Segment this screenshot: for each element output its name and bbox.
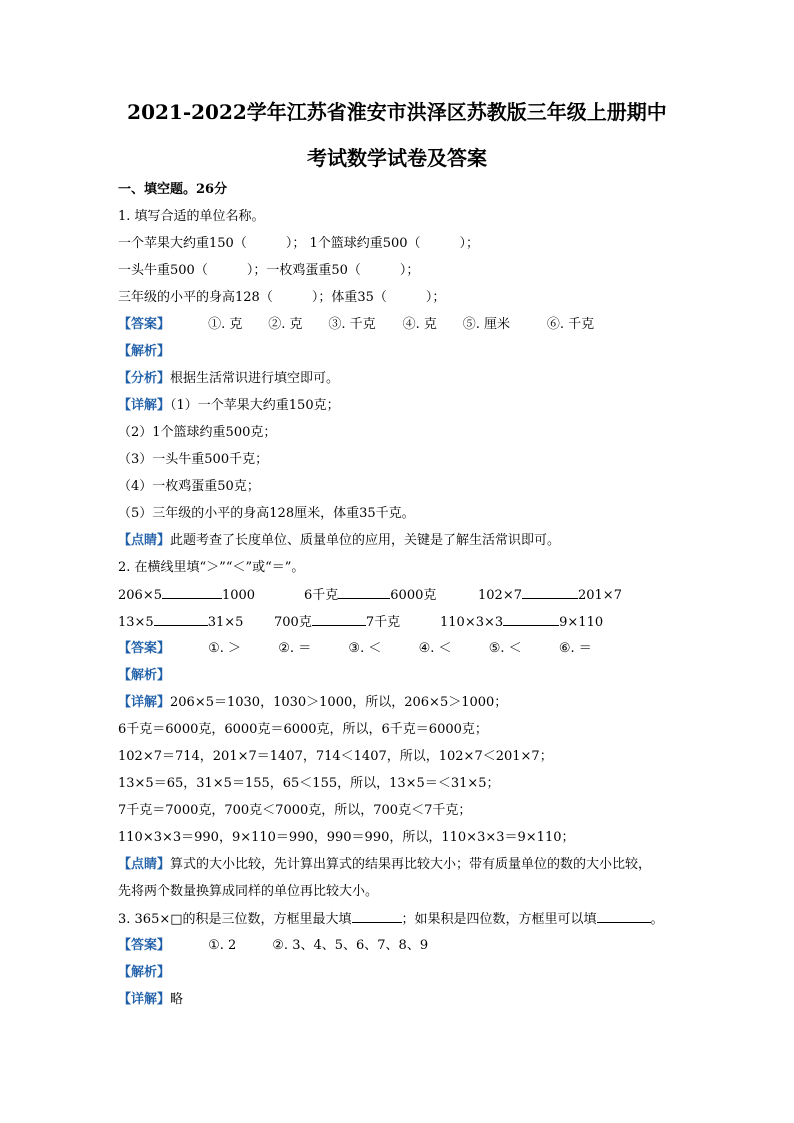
q1-stem: 1. 填写合适的单位名称。 (118, 209, 265, 224)
answer-tag: 【答案】 (118, 641, 171, 656)
analysis-tag: 【解析】 (118, 344, 171, 359)
q2-detail4: 13×5＝65，31×5＝155，65＜155，所以，13×5＝＜31×5； (118, 776, 500, 791)
answer-item: ①. ＞ (208, 641, 242, 656)
detail-text: 206×5＝1030，1030＞1000，所以，206×5＞1000； (170, 695, 508, 710)
q2-detail2: 6千克＝6000克，6000克＝6000克，所以，6千克＝6000克； (118, 722, 488, 737)
q1-line3: 三年级的小平的身高128（ ）；体重35（ ）； (118, 290, 446, 305)
answer-tag: 【答案】 (118, 938, 171, 953)
q1-detail4: （4）一枚鸡蛋重50克； (118, 479, 260, 494)
q1-fenxi (118, 370, 339, 388)
q2-row1 (118, 586, 622, 605)
compare-item: 206×5 1000 (118, 588, 256, 603)
xiangjie-tag: 【详解】 (118, 695, 171, 710)
q1-line2: 一头牛重500（ ）；一枚鸡蛋重50（ ）； (118, 263, 420, 278)
compare-item: 6千克 6000克 (304, 588, 437, 603)
answer-item: ②. ＝ (278, 641, 312, 656)
q2-row2 (118, 613, 603, 632)
xiangjie-tag: 【详解】 (118, 398, 171, 413)
answer-item: ④. ＜ (418, 641, 452, 656)
compare-item: 700克 7千克 (274, 615, 401, 630)
compare-item: 13×5 31×5 (118, 615, 244, 630)
detail-text: （1）一个苹果大约重150克； (170, 398, 340, 413)
answer-item: ⑤. 厘米 (462, 317, 510, 332)
dianjing-text: 算式的大小比较，先计算出算式的结果再比较大小；带有质量单位的数的大小比较， (170, 857, 652, 872)
answer-item: ⑤. ＜ (488, 641, 522, 656)
detail-text: 略 (170, 992, 184, 1007)
q1-answer-row (118, 316, 594, 334)
q1-detail1 (118, 397, 340, 415)
doc-title-line1: 2021-2022学年江苏省淮安市洪泽区苏教版三年级上册期中 (127, 100, 667, 124)
q2-answer-row (118, 640, 592, 658)
dianjing-text: 此题考查了长度单位、质量单位的应用，关键是了解生活常识即可。 (170, 533, 561, 548)
xiangjie-tag: 【详解】 (118, 992, 171, 1007)
doc-title-line2: 考试数学试卷及答案 (307, 146, 487, 170)
q1-detail5: （5）三年级的小平的身高128厘米，体重35千克。 (118, 506, 415, 521)
answer-item: ②. 3、4、5、6、7、8、9 (272, 938, 429, 953)
q3-blank1 (352, 910, 402, 923)
q1-dianjing (118, 532, 560, 550)
q2-detail3: 102×7＝714，201×7＝1407，714＜1407，所以，102×7＜201×7； (118, 749, 553, 764)
answer-item: ⑥. 千克 (546, 317, 595, 332)
answer-item: ⑥. ＝ (558, 641, 592, 656)
dianjing-tag: 【点睛】 (118, 857, 171, 872)
compare-item: 102×7 201×7 (478, 588, 622, 603)
analysis-tag: 【解析】 (118, 668, 171, 683)
q1-detail3: （3）一头牛重500千克； (118, 452, 269, 467)
q3-blank2 (597, 910, 651, 923)
q3-detail (118, 991, 183, 1009)
q2-detail5: 7千克＝7000克，700克＜7000克，所以，700克＜7千克； (118, 803, 472, 818)
q2-dianjing1 (118, 856, 651, 874)
fenxi-tag: 【分析】 (118, 371, 171, 386)
q1-detail2: （2）1个篮球约重500克； (118, 425, 277, 440)
q1-line1: 一个苹果大约重150（ ）； 1个篮球约重500（ ）； (118, 236, 480, 251)
answer-tag: 【答案】 (118, 317, 171, 332)
fenxi-text: 根据生活常识进行填空即可。 (170, 371, 340, 386)
q2-dianjing2: 先将两个数量换算成同样的单位再比较大小。 (118, 884, 379, 899)
answer-item: ①. 克 (208, 317, 243, 332)
q3-stem: 3. 365×□的积是三位数，方框里最大填 ；如果积是四位数，方框里可以填 。 (118, 912, 664, 927)
q2-stem: 2. 在横线里填“＞”“＜”或“＝”。 (118, 560, 305, 575)
answer-item: ①. 2 (208, 938, 237, 953)
dianjing-tag: 【点睛】 (118, 533, 171, 548)
q2-detail1 (118, 694, 507, 712)
section-heading: 一、填空题。26分 (118, 182, 228, 197)
answer-item: ③. 千克 (328, 317, 376, 332)
answer-item: ②. 克 (268, 317, 303, 332)
compare-item: 110×3×3 9×110 (440, 615, 604, 630)
q2-detail6: 110×3×3＝990，9×110＝990，990＝990，所以，110×3×3＝9×110； (118, 830, 575, 845)
q3-answer-row (118, 937, 428, 955)
answer-item: ③. ＜ (348, 641, 382, 656)
answer-item: ④. 克 (402, 317, 437, 332)
analysis-tag: 【解析】 (118, 965, 171, 980)
